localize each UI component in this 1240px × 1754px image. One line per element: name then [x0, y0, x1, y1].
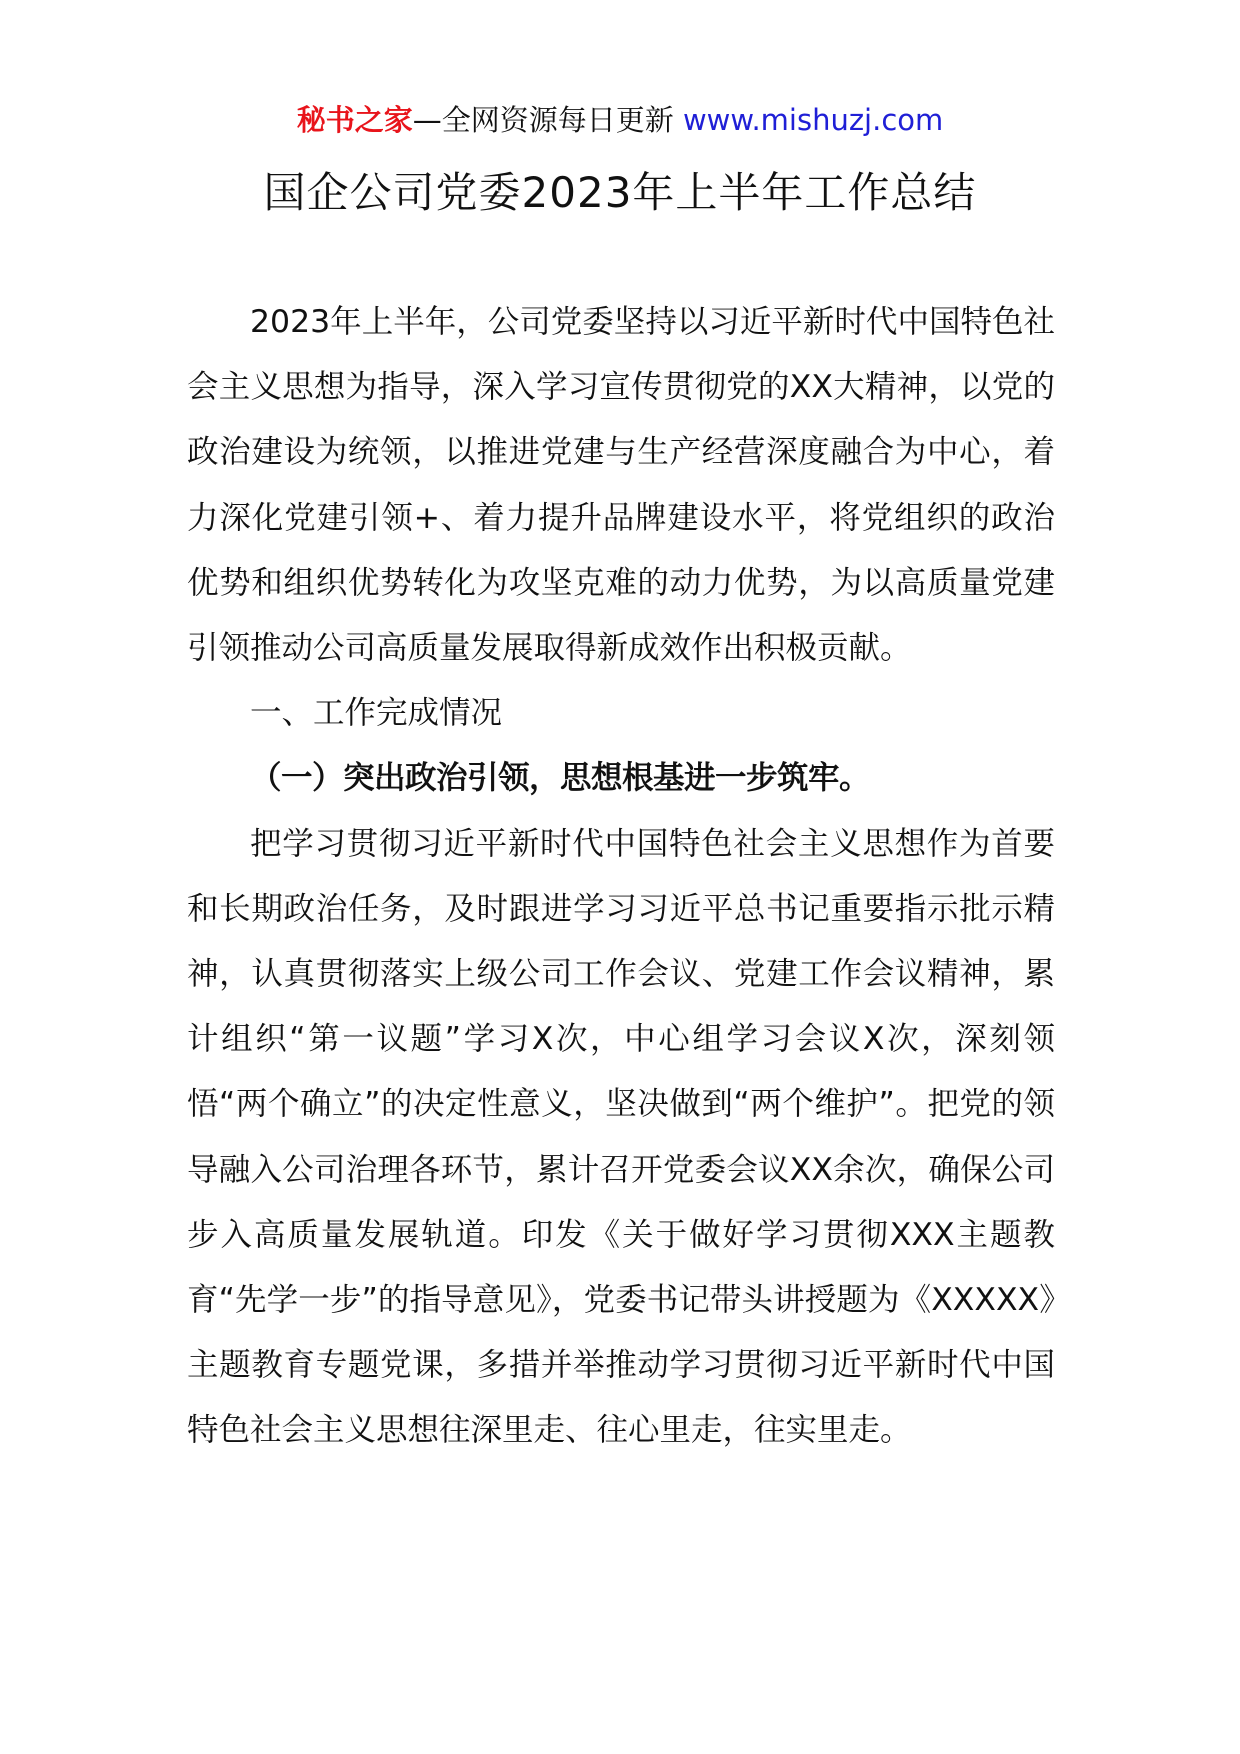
subsection-heading: （一）突出政治引领，思想根基进一步筑牢。: [250, 760, 871, 797]
document-title: 国企公司党委2023年上半年工作总结: [263, 168, 977, 217]
watermark-banner: [0, 100, 1240, 140]
document-body: [187, 290, 1055, 1464]
banner-site-url: www.mishuzj.com: [682, 103, 944, 137]
subsection-paragraph: 把学习贯彻习近平新时代中国特色社会主义思想作为首要和长期政治任务，及时跟进学习习近平总书记重要指示批示精神，认真贯彻落实上级公司工作会议、党建工作会议精神，累计组织“第一议题”学习X次，中心组学习会议X次，深刻领悟“两个确立”的决定性意义，坚决做到“两个维护”。把党的领导融入公司治理各环节，累计召开党委会议XX余次，确保公司步入高质量发展轨道。印发《关于做好学习贯彻XXX主题教育“先学一步”的指导意见》，党委书记带头讲授题为《XXXXX》主题教育专题党课，多措并举推动学习贯彻习近平新时代中国特色社会主义思想往深里走、往心里走，往实里走。: [187, 825, 1055, 1449]
banner-tagline: —全网资源每日更新: [412, 103, 683, 137]
banner-brand: 秘书之家: [296, 103, 413, 137]
intro-paragraph: 2023年上半年，公司党委坚持以习近平新时代中国特色社会主义思想为指导，深入学习宣传贯彻党的XX大精神，以党的政治建设为统领，以推进党建与生产经营深度融合为中心，着力深化党建引领+、着力提升品牌建设水平，将党组织的政治优势和组织优势转化为攻坚克难的动力优势，为以高质量党建引领推动公司高质量发展取得新成效作出积极贡献。: [187, 304, 1055, 667]
section-heading: 一、工作完成情况: [250, 695, 503, 732]
